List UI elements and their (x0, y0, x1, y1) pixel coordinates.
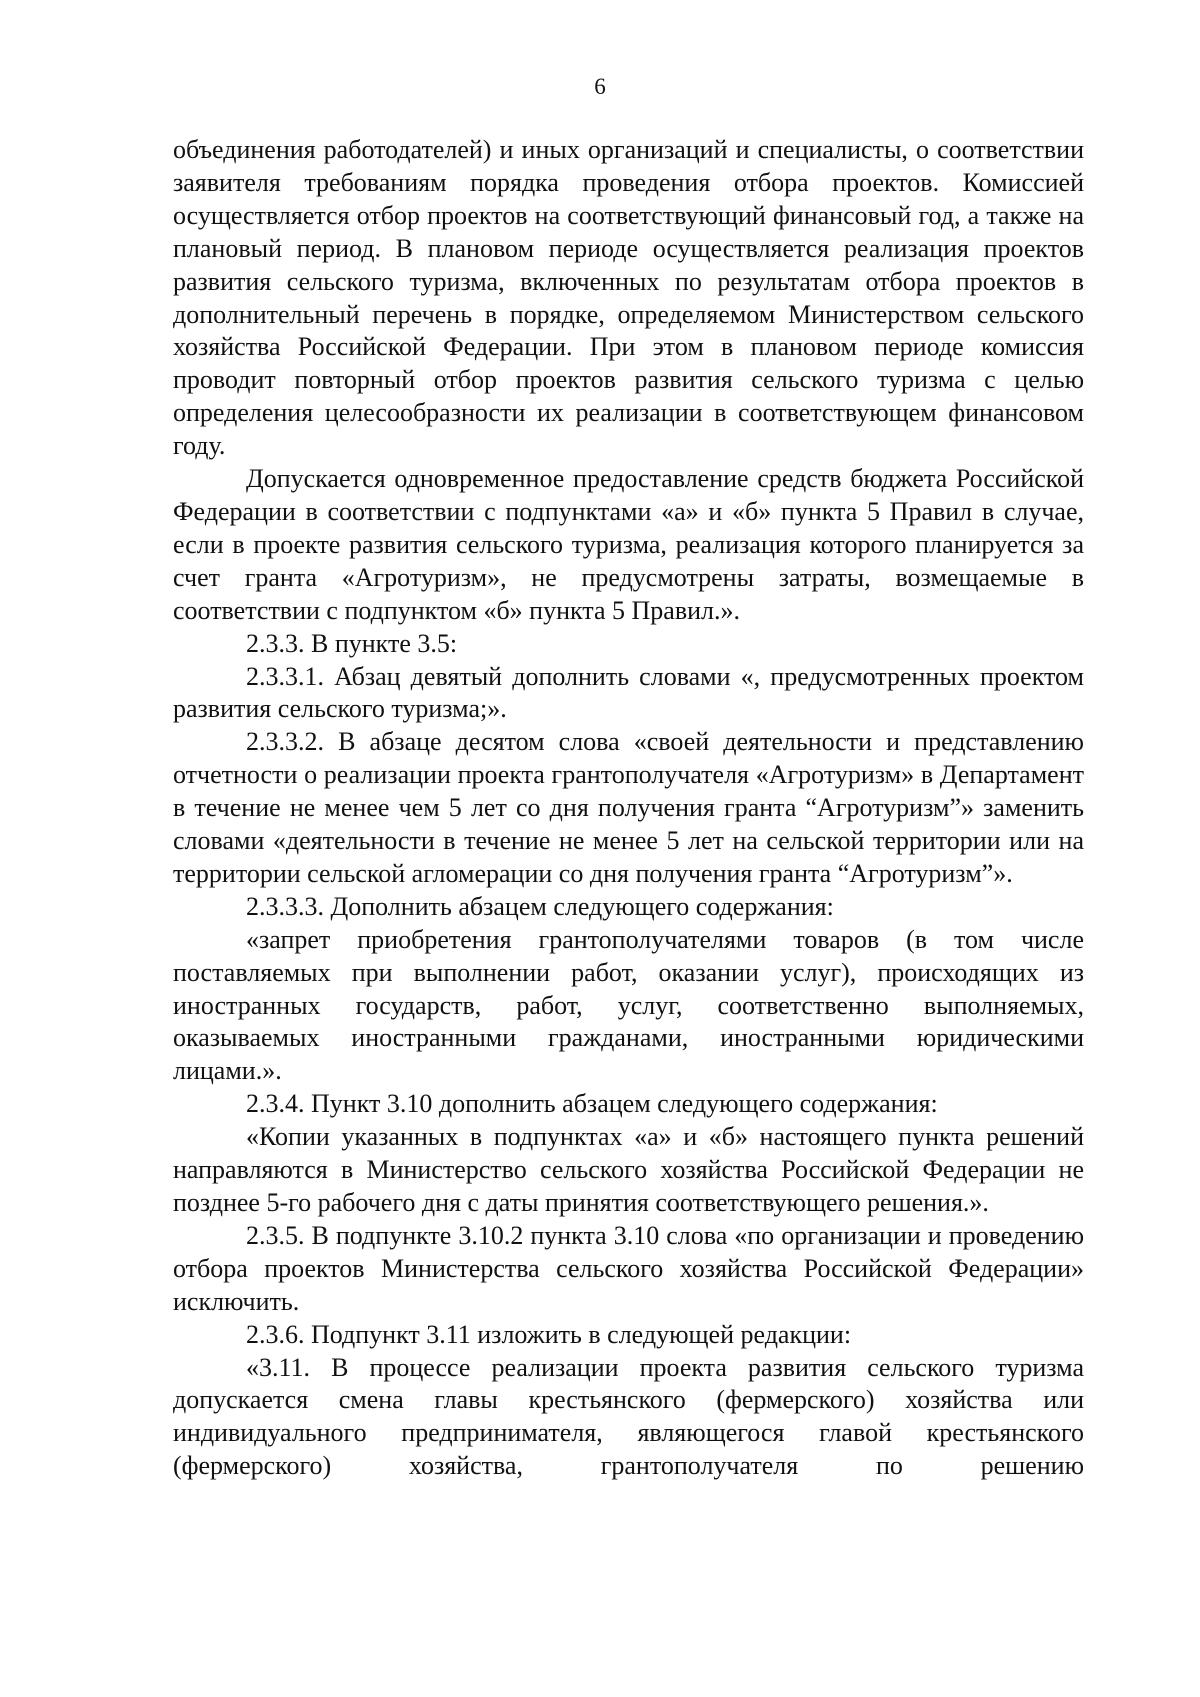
paragraph-copies-of-decisions: «Копии указанных в подпунктах «а» и «б» настоящего пункта решений направляются в Министерство сельского хозяйства Российской Федерации не позднее 5-го рабочего дня с даты принятия соответствующего решения.». (173, 1122, 1084, 1217)
paragraph-simultaneous-funding: Допускается одновременное предоставление средств бюджета Российской Федерации в соответствии с подпунктами «а» и «б» пункта 5 Правил в случае, если в проекте развития сельского туризма, реализация которого планируется за счет гранта «Агротуризм», не предусмотрены затраты, возмещаемые в соответствии с подпунктом «б» пункта 5 Правил.». (173, 464, 1084, 625)
paragraph-2-3-4: 2.3.4. Пункт 3.10 дополнить абзацем следующего содержания: (246, 1089, 938, 1119)
paragraph-2-3-3-3: 2.3.3.3. Дополнить абзацем следующего содержания: (246, 891, 834, 921)
paragraph-2-3-5: 2.3.5. В подпункте 3.10.2 пункта 3.10 слова «по организации и проведению отбора проектов Министерства сельского хозяйства Российской Федерации» исключить. (173, 1220, 1084, 1316)
paragraph-2-3-3-1: 2.3.3.1. Абзац девятый дополнить словами «, предусмотренных проектом развития сельского туризма;». (173, 661, 1084, 724)
paragraph-3-11: «3.11. В процессе реализации проекта развития сельского туризма допускается смена главы крестьянского (фермерского) хозяйства или индивидуального предпринимателя, являющегося главой крестьянского (фермерского) хозяйства, грантополучателя по решению (173, 1352, 1084, 1481)
paragraph-2-3-6: 2.3.6. Подпункт 3.11 изложить в следующей редакции: (246, 1319, 852, 1349)
paragraph-purchase-ban: «запрет приобретения грантополучателями товаров (в том числе поставляемых при выполнении работ, оказании услуг), происходящих из иностранных государств, работ, услуг, соответственно выполняемых, оказываемых иностранными гражданами, иностранными юридическими лицами.». (173, 924, 1084, 1086)
page-number: 6 (594, 74, 606, 99)
document-body (173, 134, 1084, 1483)
paragraph-2-3-3-2: 2.3.3.2. В абзаце десятом слова «своей деятельности и представлению отчетности о реализации проекта грантополучателя «Агротуризм» в Департамент в течение не менее чем 5 лет со дня получения гранта “Агротуризм”» заменить словами «деятельности в течение не менее 5 лет на сельской территории или на территории сельской агломерации со дня получения гранта “Агротуризм”». (173, 727, 1084, 888)
paragraph-commission-selection: объединения работодателей) и иных организаций и специалисты, о соответствии заявителя требованиям порядка проведения отбора проектов. Комиссией осуществляется отбор проектов на соответствующий финансовый год, а также на плановый период. В плановом периоде осуществляется реализация проектов развития сельского туризма, включенных по результатам отбора проектов в дополнительный перечень в порядке, определяемом Министерством сельского хозяйства Российской Федерации. При этом в плановом периоде комиссия проводит повторный отбор проектов развития сельского туризма с целью определения целесообразности их реализации в соответствующем финансовом году. (173, 135, 1084, 461)
paragraph-2-3-3: 2.3.3. В пункте 3.5: (246, 628, 458, 658)
